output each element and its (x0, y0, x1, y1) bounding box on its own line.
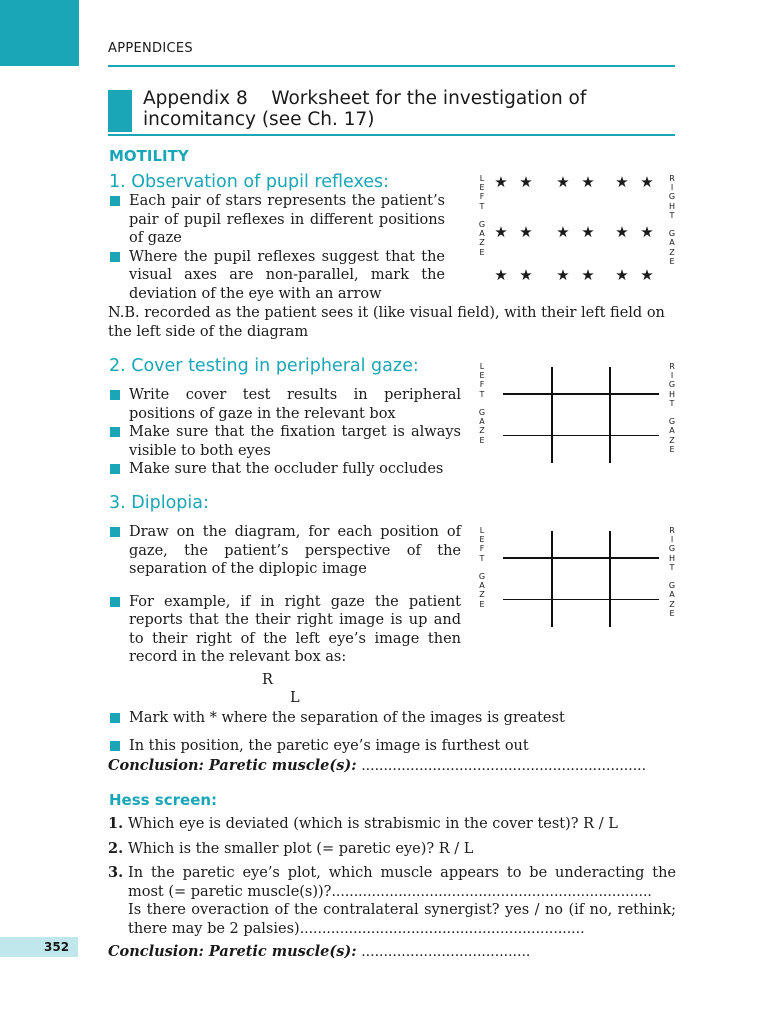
answer-line[interactable]: ................................................................ (361, 758, 647, 774)
hess-heading: Hess screen: (109, 791, 218, 809)
pupil-reflex-star-icon: ★ (519, 223, 533, 241)
section3-bullets-after (109, 709, 677, 755)
answer-line[interactable]: ...................................... (361, 944, 531, 960)
section2-heading: 2. Cover testing in peripheral gaze: (109, 356, 419, 376)
motility-conclusion (108, 757, 678, 776)
pupil-reflex-star-icon: ★ (615, 223, 629, 241)
cover-test-grid-diagram (476, 361, 682, 467)
pupil-reflex-star-icon: ★ (581, 266, 595, 284)
list-item: Mark with * where the separation of the images is greatest (109, 709, 677, 728)
list-item: Make sure that the occluder fully occludes (109, 460, 461, 479)
pupil-reflex-star-diagram (476, 171, 682, 286)
answer-line[interactable]: ................................................................ (299, 920, 585, 937)
header-rule (108, 65, 675, 67)
pupil-reflex-star-icon: ★ (615, 173, 629, 191)
example-right-image-label: R (262, 672, 273, 688)
grid-line-vertical (551, 367, 553, 463)
right-gaze-label: R I G H T G A Z E (668, 362, 676, 454)
bullet-square-icon (110, 464, 120, 474)
header-color-tab (0, 0, 79, 66)
title-rule (108, 134, 675, 136)
title-accent-bar (108, 90, 132, 132)
grid-line-vertical (609, 367, 611, 463)
bullet-square-icon (110, 196, 120, 206)
pupil-reflex-star-icon: ★ (640, 173, 654, 191)
section1-bullets (109, 192, 445, 303)
grid-line-horizontal (503, 393, 659, 395)
appendix-number: Appendix 8 (143, 88, 248, 109)
grid-line-horizontal (503, 435, 659, 436)
list-item: In this position, the paretic eye’s image is furthest out (109, 737, 677, 756)
bullet-square-icon (110, 527, 120, 537)
pupil-reflex-star-icon: ★ (615, 266, 629, 284)
pupil-reflex-star-icon: ★ (581, 223, 595, 241)
section1-heading: 1. Observation of pupil reflexes: (109, 172, 390, 192)
bullet-square-icon (110, 597, 120, 607)
section3-bullets (109, 523, 461, 667)
appendix-title-text: Worksheet for the investigation of incomitancy (see Ch. 17) (143, 88, 587, 130)
pupil-reflex-star-icon: ★ (640, 266, 654, 284)
list-item: Write cover test results in peripheral positions of gaze in the relevant box (109, 386, 461, 423)
motility-heading: MOTILITY (109, 147, 189, 165)
bullet-square-icon (110, 252, 120, 262)
pupil-reflex-star-icon: ★ (556, 266, 570, 284)
list-item: Each pair of stars represents the patient’s pair of pupil reflexes in different positions of gaze (109, 192, 445, 248)
grid-line-vertical (551, 531, 553, 627)
diplopia-grid-diagram (476, 525, 682, 631)
pupil-reflex-star-icon: ★ (556, 223, 570, 241)
page-title (143, 88, 683, 130)
bullet-square-icon (110, 427, 120, 437)
list-item: 2. Which is the smaller plot (= paretic eye)? R / L (108, 839, 474, 857)
list-item: 1. Which eye is deviated (which is strabismic in the cover test)? R / L (108, 815, 618, 832)
hess-conclusion (108, 943, 676, 962)
bullet-square-icon (110, 713, 120, 723)
grid-line-horizontal (503, 557, 659, 559)
pupil-reflex-star-icon: ★ (640, 223, 654, 241)
list-item: Draw on the diagram, for each position of gaze, the patient’s perspective of the separation of the diplopic image (109, 523, 461, 579)
left-gaze-label: L E F T G A Z E (478, 526, 486, 609)
page-number: 352 (44, 940, 70, 954)
list-item: Where the pupil reflexes suggest that the visual axes are non-parallel, mark the deviation of the eye with an arrow (109, 248, 445, 304)
right-gaze-label: R I G H T G A Z E (668, 174, 676, 266)
list-item: 3. In the paretic eye’s plot, which muscle appears to be underacting the most (= paretic muscle(s))?........................................................................ (108, 864, 676, 900)
left-gaze-label: L E F T G A Z E (478, 174, 486, 257)
section1-note: N.B. recorded as the patient sees it (like visual field), with their left field on the left side of the diagram (108, 305, 665, 340)
pupil-reflex-star-icon: ★ (581, 173, 595, 191)
hess-followup: Is there overaction of the contralateral synergist? yes / no (if no, rethink; there may be 2 palsies)................................................................ (128, 902, 676, 937)
conclusion-label: Conclusion: Paretic muscle(s): (108, 943, 357, 960)
grid-line-vertical (609, 531, 611, 627)
example-left-image-label: L (290, 690, 300, 706)
section3-heading: 3. Diplopia: (109, 493, 209, 513)
left-gaze-label: L E F T G A Z E (478, 362, 486, 445)
pupil-reflex-star-icon: ★ (494, 223, 508, 241)
pupil-reflex-star-icon: ★ (519, 266, 533, 284)
pupil-reflex-star-icon: ★ (556, 173, 570, 191)
running-header: APPENDICES (108, 41, 193, 56)
list-item: For example, if in right gaze the patient reports that the their right image is up and to their right of the left eye’s image then record in the relevant box as: (109, 593, 461, 667)
hess-list (108, 815, 676, 938)
section2-bullets (109, 386, 461, 479)
conclusion-label: Conclusion: Paretic muscle(s): (108, 757, 357, 774)
pupil-reflex-star-icon: ★ (494, 266, 508, 284)
list-item: Make sure that the fixation target is always visible to both eyes (109, 423, 461, 460)
answer-line[interactable]: ........................................................................ (331, 883, 652, 900)
bullet-square-icon (110, 390, 120, 400)
grid-line-horizontal (503, 599, 659, 600)
right-gaze-label: R I G H T G A Z E (668, 526, 676, 618)
bullet-square-icon (110, 741, 120, 751)
pupil-reflex-star-icon: ★ (519, 173, 533, 191)
pupil-reflex-star-icon: ★ (494, 173, 508, 191)
